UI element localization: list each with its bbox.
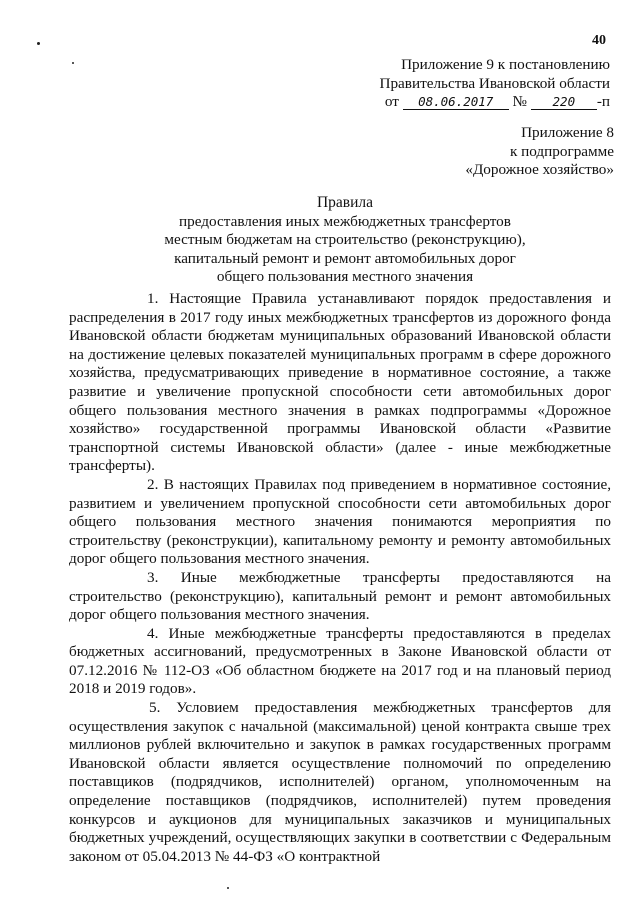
annex-8-line2: к подпрограмме (509, 142, 614, 160)
paragraph-4: 4. Иные межбюджетные трансферты предоставляются в пределах бюджетных ассигнований, предусмотренных в Законе Ивановской области от 07.12.2016 № 112-ОЗ «Об областном бюджете на 2017 год и на плановый период 2018 и 2019 годов». (69, 624, 611, 698)
from-label: от (384, 93, 399, 111)
title-heading: Правила (316, 194, 374, 211)
annex-9-line2: Правительства Ивановской области (379, 74, 610, 92)
annex-8-line3: «Дорожное хозяйство» (465, 161, 614, 179)
number-suffix: -п (596, 93, 610, 111)
order-date-number-line (348, 93, 610, 112)
paragraph-2: 2. В настоящих Правилах под приведением в нормативное состояние, развитием и увеличением пропускной способности сети автомобильных дорог общего пользования местного значения понимаются мероприятия по строительству (реконструкции), капитальному ремонту и ремонту автомобильных дорог общего пользования местного значения. (69, 475, 611, 568)
title-line: капитальный ремонт и ремонт автомобильных дорог (174, 249, 516, 267)
handwritten-number: 220 (531, 95, 597, 110)
document-body (69, 290, 611, 866)
paragraph-3: 3. Иные межбюджетные трансферты предоставляются на строительство (реконструкцию), капитальный ремонт и ремонт автомобильных дорог общего пользования местного значения. (69, 568, 611, 624)
scan-speck (72, 62, 74, 64)
annex-9-header (348, 56, 610, 112)
title-line: общего пользования местного значения (216, 268, 474, 286)
paragraph-5: 5. Условием предоставления межбюджетных трансфертов для осуществления закупок с начальной (максимальной) ценой контракта свыше трех миллионов рублей включительно и закупок в рамках государственных программ Ивановской области является осуществление полномочий по определению поставщиков (подрядчиков, исполнителей) органом, уполномоченным на определение поставщиков (подрядчиков, исполнителей) путем проведения конкурсов и аукционов для муниципальных заказчиков и муниципальных бюджетных учреждений, осуществляющих закупки в соответствии с Федеральным законом от 05.04.2013 № 44-ФЗ «О контрактной (69, 699, 611, 865)
scan-speck (227, 887, 229, 889)
annex-9-line1: Приложение 9 к постановлению (401, 56, 610, 73)
annex-8-line1: Приложение 8 (521, 124, 614, 141)
title-line: предоставления иных межбюджетных трансфертов (179, 212, 511, 230)
document-title (90, 194, 600, 287)
scan-speck (37, 42, 40, 45)
title-line: местным бюджетам на строительство (реконструкцию), (164, 231, 526, 249)
annex-8-header (374, 124, 614, 180)
paragraph-1: 1. Настоящие Правила устанавливают порядок предоставления и распределения в 2017 году иных межбюджетных трансфертов из дорожного фонда Ивановской области бюджетам муниципальных образований Ивановской области на достижение целевых показателей муниципальных программ в сфере дорожного хозяйства, предусматривающих приведение в нормативное состояние, а также развитие и увеличение пропускной способности сети автомобильных дорог общего пользования местного значения в рамках подпрограммы «Дорожное хозяйство» государственной программы Ивановской области «Развитие транспортной системы Ивановской области» (далее - иные межбюджетные трансферты). (69, 290, 611, 475)
number-sign: № (512, 93, 528, 111)
page-number: 40 (592, 33, 606, 48)
handwritten-date: 08.06.2017 (403, 95, 509, 110)
